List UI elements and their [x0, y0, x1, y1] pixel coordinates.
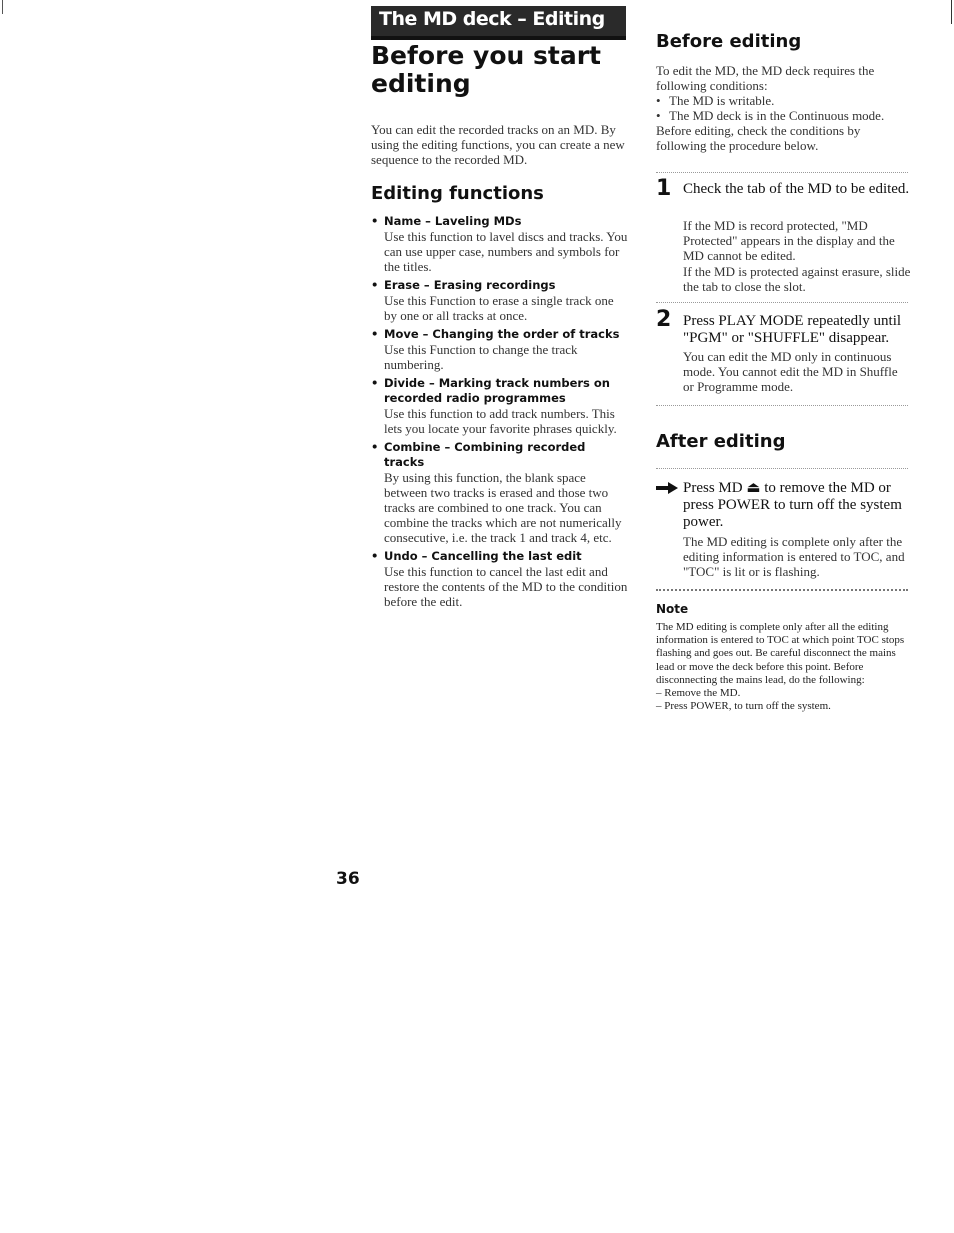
list-item: • The MD deck is in the Continuous mode.	[656, 108, 912, 123]
after-editing-note: The MD editing is complete only after the editing information is entered to TOC, and "TOC" is lit or is flashing.	[683, 534, 905, 579]
after-editing-heading: After editing	[656, 431, 786, 452]
page-edge-mark	[2, 0, 3, 14]
page-number: 36	[336, 869, 360, 889]
list-item	[371, 214, 629, 274]
note-heading: Note	[656, 602, 689, 616]
editing-functions-list	[371, 214, 629, 613]
function-name: • Undo – Cancelling the last edit	[371, 549, 629, 564]
function-description: Use this function to lavel discs and tracks. You can use upper case, numbers and symbols for the titles.	[384, 229, 628, 274]
function-description: Use this Function to erase a single track one by one or all tracks at once.	[384, 293, 614, 323]
function-name: • Move – Changing the order of tracks	[371, 327, 629, 342]
list-item	[371, 376, 629, 436]
divider	[656, 405, 908, 406]
editing-functions-heading: Editing functions	[371, 183, 544, 204]
function-description: By using this function, the blank space between two tracks is erased and those two tracks are combined to one track. You can combine the tracks which are not numerically consecutive, i.e. the track 1 and track 4, etc.	[384, 470, 622, 545]
note-item: – Remove the MD.	[656, 687, 741, 700]
list-item	[371, 440, 629, 545]
function-name: • Divide – Marking track numbers on recorded radio programmes	[371, 376, 629, 406]
before-editing-check: Before editing, check the conditions by following the procedure below.	[656, 123, 861, 153]
list-item	[371, 278, 629, 323]
function-name: • Name – Laveling MDs	[371, 214, 629, 229]
function-description: Use this function to cancel the last edit and restore the contents of the MD to the condition before the edit.	[384, 564, 628, 609]
list-item	[371, 327, 629, 372]
list-item	[371, 549, 629, 609]
section-banner-label: The MD deck – Editing	[379, 8, 605, 30]
section-banner	[371, 6, 626, 40]
conditions-list	[656, 93, 912, 123]
arrow-right-icon	[656, 482, 678, 494]
step-number: 2	[656, 307, 672, 332]
intro-paragraph: You can edit the recorded tracks on an MD. By using the editing functions, you can create a new sequence to the recorded MD.	[371, 122, 625, 167]
divider	[656, 468, 908, 469]
function-description: Use this Function to change the track numbering.	[384, 342, 578, 372]
before-editing-body	[656, 63, 912, 153]
step-number: 1	[656, 176, 672, 201]
divider	[656, 302, 908, 303]
step-note: You can edit the MD only in continuous mode. You cannot edit the MD in Shuffle or Programme mode.	[683, 349, 898, 394]
note-item: – Press POWER, to turn off the system.	[656, 700, 831, 713]
page-edge-mark-right	[951, 0, 952, 24]
function-description: Use this function to add track numbers. This lets you locate your favorite phrases quickly.	[384, 406, 617, 436]
before-editing-heading: Before editing	[656, 31, 802, 52]
note-text: The MD editing is complete only after all the editing information is entered to TOC at which point TOC stops flashing and goes out. Be careful disconnect the mains lead or move the deck before this point. Before disconnecting the mains lead, do the following:	[656, 621, 905, 686]
step-note: If the MD is record protected, "MD Protected" appears in the display and the MD cannot be edited.	[683, 218, 895, 263]
function-name: • Erase – Erasing recordings	[371, 278, 629, 293]
after-editing-instruction: Press MD ⏏ to remove the MD or press POWER to turn off the system power.	[683, 480, 902, 530]
before-editing-intro: To edit the MD, the MD deck requires the following conditions:	[656, 63, 875, 93]
page-title: Before you start editing	[371, 41, 602, 98]
note-body	[656, 621, 910, 713]
divider	[656, 589, 908, 591]
step-note: If the MD is protected against erasure, slide the tab to close the slot.	[683, 264, 911, 294]
list-item: • The MD is writable.	[656, 93, 912, 108]
step-instruction: Press PLAY MODE repeatedly until "PGM" or "SHUFFLE" disappear.	[683, 313, 902, 346]
step-instruction: Check the tab of the MD to be edited.	[683, 181, 910, 197]
divider	[656, 172, 908, 173]
function-name: • Combine – Combining recorded tracks	[371, 440, 629, 470]
